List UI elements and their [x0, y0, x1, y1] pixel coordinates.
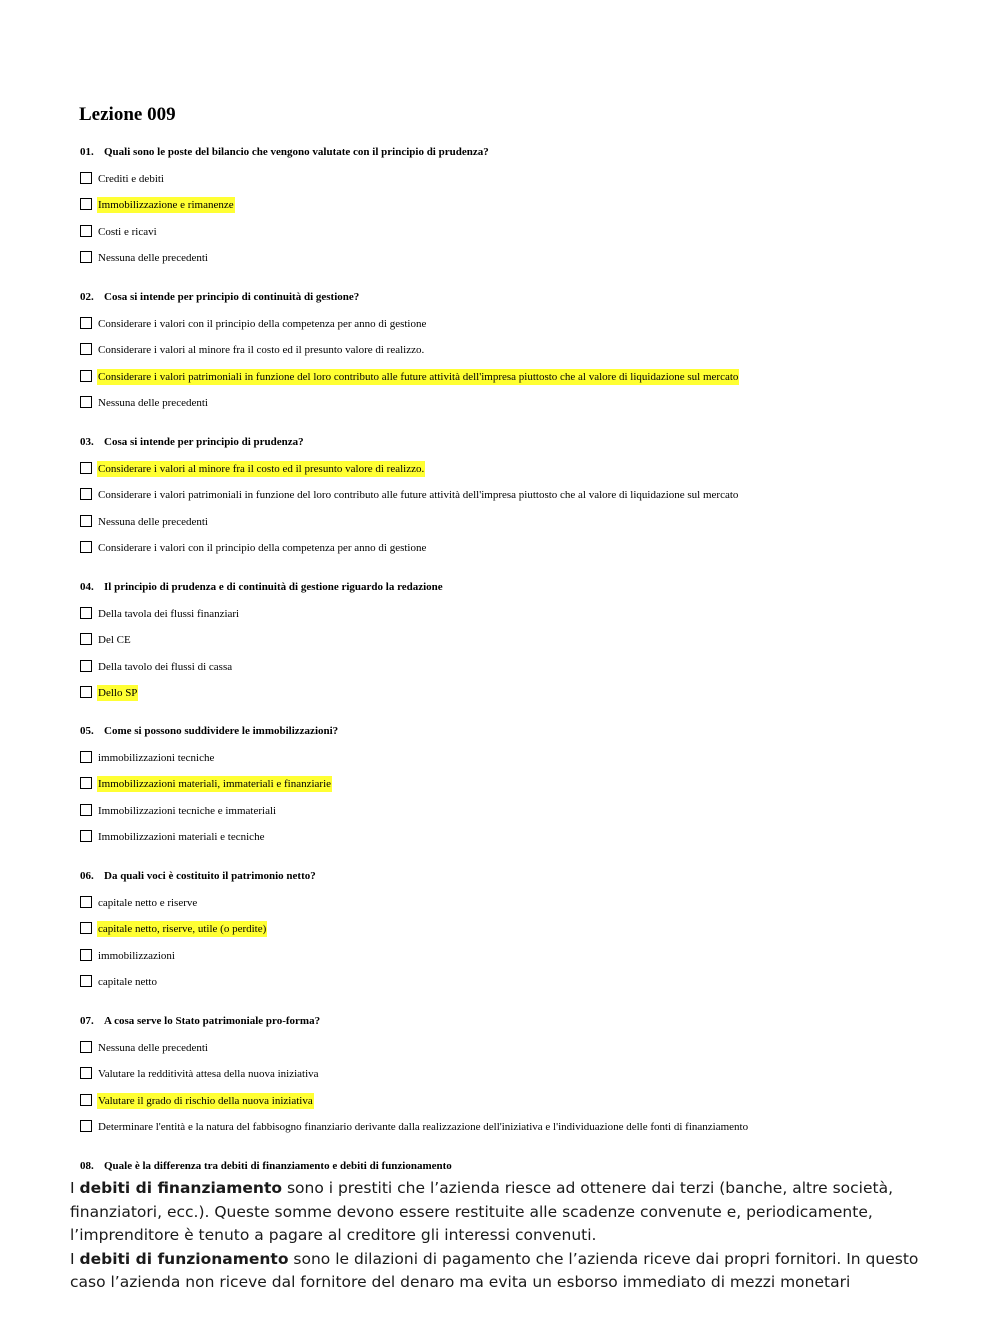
question-number: 01. — [80, 146, 94, 158]
option-checkbox[interactable] — [80, 922, 92, 934]
answer-option[interactable] — [80, 895, 980, 911]
answer-option[interactable] — [80, 829, 980, 845]
option-checkbox[interactable] — [80, 633, 92, 645]
question-number: 05. — [80, 725, 94, 737]
option-label: Considerare i valori con il principio della competenza per anno di gestione — [98, 542, 427, 555]
answer-option[interactable] — [80, 369, 980, 385]
question-text — [80, 434, 980, 450]
question-block — [80, 1158, 980, 1174]
question-block — [80, 434, 980, 556]
question-text — [80, 289, 980, 305]
question-block — [80, 1013, 980, 1135]
answer-paragraph: I debiti di funzionamento sono le dilazioni di pagamento che l’azienda riceve dai propri fornitori. In questo caso l’azienda non riceve dal fornitore del denaro ma evita un esborso immediato di mezzi monetari — [70, 1249, 919, 1291]
question-label: Cosa si intende per principio di prudenza? — [104, 436, 304, 448]
option-label: capitale netto e riserve — [98, 896, 198, 909]
question-block — [80, 868, 980, 990]
question-text — [80, 868, 980, 884]
question-label: Il principio di prudenza e di continuità di gestione riguardo la redazione — [104, 581, 443, 593]
option-checkbox[interactable] — [80, 1041, 92, 1053]
answer-option[interactable] — [80, 948, 980, 964]
question-number: 02. — [80, 291, 94, 303]
option-label-correct: Immobilizzazioni materiali, immateriali e finanziarie — [98, 778, 332, 791]
option-checkbox[interactable] — [80, 343, 92, 355]
option-checkbox[interactable] — [80, 975, 92, 987]
option-checkbox[interactable] — [80, 686, 92, 698]
option-checkbox[interactable] — [80, 830, 92, 842]
option-label: Della tavola dei flussi finanziari — [98, 607, 240, 620]
answer-option[interactable] — [80, 224, 980, 240]
option-checkbox[interactable] — [80, 1120, 92, 1132]
option-checkbox[interactable] — [80, 198, 92, 210]
option-label: Considerare i valori con il principio della competenza per anno di gestione — [98, 317, 427, 330]
option-label: Costi e ricavi — [98, 225, 157, 238]
question-text — [80, 1158, 980, 1174]
question-text — [80, 1013, 980, 1029]
option-label-correct: Considerare i valori patrimoniali in funzione del loro contributo alle future attività dell'impresa piuttosto che al valore di liquidazione sul mercato — [98, 370, 739, 383]
option-checkbox[interactable] — [80, 1067, 92, 1079]
option-checkbox[interactable] — [80, 251, 92, 263]
answer-option[interactable] — [80, 1119, 980, 1135]
question-label: Quali sono le poste del bilancio che vengono valutate con il principio di prudenza? — [104, 146, 489, 158]
question-number: 07. — [80, 1015, 94, 1027]
question-label: Quale è la differenza tra debiti di finanziamento e debiti di funzionamento — [104, 1160, 452, 1172]
option-checkbox[interactable] — [80, 751, 92, 763]
question-text — [80, 723, 980, 739]
page-title: Lezione 009 — [79, 104, 176, 125]
option-checkbox[interactable] — [80, 607, 92, 619]
question-block — [80, 723, 980, 845]
option-label: Determinare l'entità e la natura del fabbisogno finanziario derivante dalla realizzazione dell'iniziativa e l'individuazione delle fonti di finanziamento — [98, 1121, 749, 1134]
answer-paragraph: I debiti di finanziamento sono i prestiti che l’azienda riesce ad ottenere dai terzi (banche, altre società, finanziatori, ecc.). Queste somme devono essere restituite alle scadenze convenute e, periodicamente, l’imprenditore è tenuto a pagare al creditore gli interessi convenuti. — [70, 1179, 893, 1244]
option-checkbox[interactable] — [80, 896, 92, 908]
question-number: 06. — [80, 870, 94, 882]
option-label: Nessuna delle precedenti — [98, 515, 208, 528]
answer-option[interactable] — [80, 750, 980, 766]
question-label: A cosa serve lo Stato patrimoniale pro-forma? — [104, 1015, 321, 1027]
option-label: Nessuna delle precedenti — [98, 397, 208, 410]
option-label-correct: Dello SP — [98, 687, 138, 700]
option-label: Del CE — [98, 634, 131, 647]
option-checkbox[interactable] — [80, 541, 92, 553]
option-checkbox[interactable] — [80, 777, 92, 789]
option-label-correct: Immobilizzazione e rimanenze — [98, 199, 234, 212]
question-text — [80, 144, 980, 160]
option-label: capitale netto — [98, 976, 157, 989]
option-label: Nessuna delle precedenti — [98, 1041, 208, 1054]
question-block — [80, 144, 980, 266]
answer-option[interactable] — [80, 171, 980, 187]
option-checkbox[interactable] — [80, 396, 92, 408]
answer-option[interactable] — [80, 197, 980, 213]
question-label: Come si possono suddividere le immobilizzazioni? — [104, 725, 339, 737]
option-checkbox[interactable] — [80, 949, 92, 961]
answer-option[interactable] — [80, 776, 980, 792]
answer-option[interactable] — [80, 974, 980, 990]
option-label: Immobilizzazioni materiali e tecniche — [98, 831, 265, 844]
option-checkbox[interactable] — [80, 1094, 92, 1106]
question-label: Cosa si intende per principio di continuità di gestione? — [104, 291, 360, 303]
answer-option[interactable] — [80, 1093, 980, 1109]
answer-option[interactable] — [80, 1040, 980, 1056]
option-checkbox[interactable] — [80, 660, 92, 672]
answer-option[interactable] — [80, 250, 980, 266]
question-label: Da quali voci è costituito il patrimonio netto? — [104, 870, 316, 882]
answer-option[interactable] — [80, 395, 980, 411]
question-number: 08. — [80, 1160, 94, 1172]
option-checkbox[interactable] — [80, 317, 92, 329]
option-checkbox[interactable] — [80, 370, 92, 382]
answer-option[interactable] — [80, 632, 980, 648]
option-label: Considerare i valori patrimoniali in funzione del loro contributo alle future attività dell'impresa piuttosto che al valore di liquidazione sul mercato — [98, 489, 739, 502]
question-block — [80, 289, 980, 411]
option-label: Immobilizzazioni tecniche e immateriali — [98, 804, 277, 817]
option-checkbox[interactable] — [80, 515, 92, 527]
option-checkbox[interactable] — [80, 488, 92, 500]
option-label: immobilizzazioni — [98, 949, 175, 962]
answer-text — [70, 1177, 940, 1291]
answer-option[interactable] — [80, 803, 980, 819]
option-label: Valutare la redditività attesa della nuova iniziativa — [98, 1068, 319, 1081]
option-label: Crediti e debiti — [98, 172, 164, 185]
question-number: 04. — [80, 581, 94, 593]
answer-option[interactable] — [80, 342, 980, 358]
option-checkbox[interactable] — [80, 225, 92, 237]
option-label: Nessuna delle precedenti — [98, 252, 208, 265]
answer-option[interactable] — [80, 540, 980, 556]
answer-option[interactable] — [80, 921, 980, 937]
answer-option[interactable] — [80, 487, 980, 503]
question-number: 03. — [80, 436, 94, 448]
answer-option[interactable] — [80, 606, 980, 622]
option-label: Della tavolo dei flussi di cassa — [98, 660, 233, 673]
option-label: Considerare i valori al minore fra il costo ed il presunto valore di realizzo. — [98, 344, 425, 357]
option-checkbox[interactable] — [80, 804, 92, 816]
option-checkbox[interactable] — [80, 462, 92, 474]
answer-option[interactable] — [80, 685, 980, 701]
question-block — [80, 579, 980, 701]
answer-option[interactable] — [80, 461, 980, 477]
option-label: immobilizzazioni tecniche — [98, 751, 215, 764]
option-label-correct: Valutare il grado di rischio della nuova iniziativa — [98, 1094, 313, 1107]
question-text — [80, 579, 980, 595]
answer-option[interactable] — [80, 316, 980, 332]
option-label-correct: capitale netto, riserve, utile (o perdite) — [98, 923, 267, 936]
answer-option[interactable] — [80, 514, 980, 530]
answer-option[interactable] — [80, 659, 980, 675]
option-label-correct: Considerare i valori al minore fra il costo ed il presunto valore di realizzo. — [98, 462, 425, 475]
answer-option[interactable] — [80, 1066, 980, 1082]
option-checkbox[interactable] — [80, 172, 92, 184]
